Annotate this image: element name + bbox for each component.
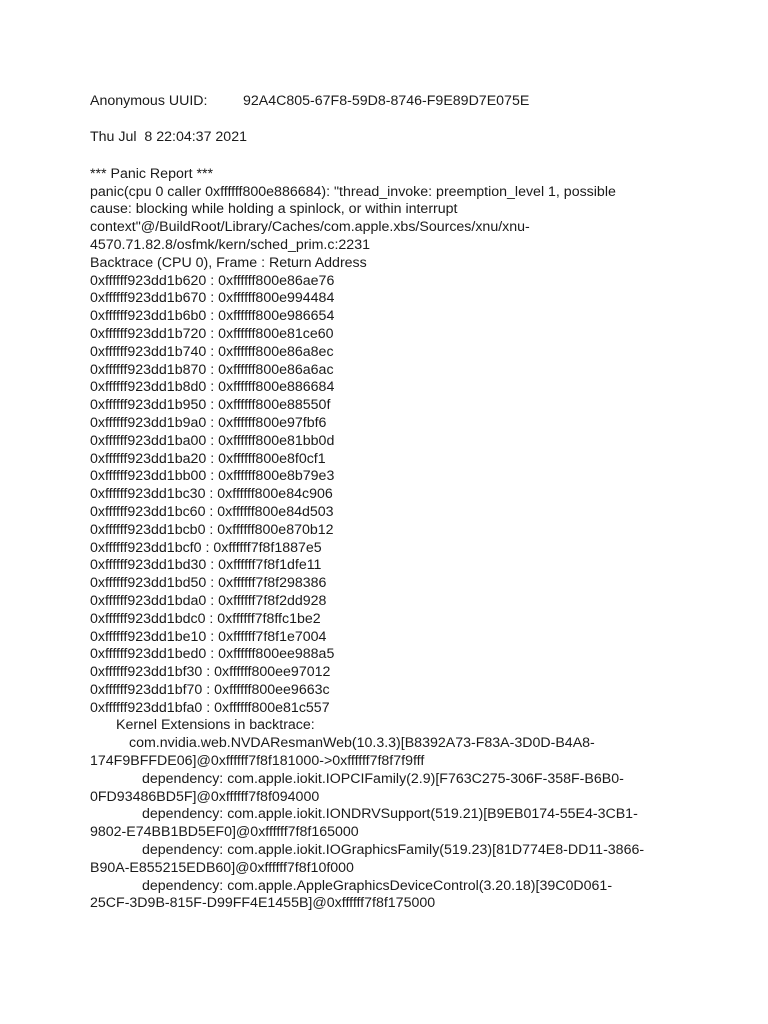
- backtrace-frame: 0xffffff923dd1b620 : 0xffffff800e86ae76: [90, 272, 335, 289]
- backtrace-frame: 0xffffff923dd1bf70 : 0xffffff800ee9663c: [90, 681, 330, 698]
- backtrace-frame: 0xffffff923dd1ba20 : 0xffffff800e8f0cf1: [90, 450, 326, 467]
- backtrace-frame: 0xffffff923dd1be10 : 0xffffff7f8f1e7004: [90, 628, 327, 645]
- backtrace-frame: 0xffffff923dd1b8d0 : 0xffffff800e886684: [90, 379, 335, 396]
- kext-main-line: 174F9BFFDE06]@0xffffff7f8f181000->0xffffff7f8f7f9fff: [90, 753, 425, 770]
- panic-message-line: context"@/BuildRoot/Library/Caches/com.apple.xbs/Sources/xnu/xnu-: [90, 219, 530, 236]
- backtrace-frame: 0xffffff923dd1b950 : 0xffffff800e88550f: [90, 397, 331, 414]
- backtrace-frame: 0xffffff923dd1bfa0 : 0xffffff800e81c557: [90, 699, 330, 716]
- backtrace-frame: 0xffffff923dd1bcf0 : 0xffffff7f8f1887e5: [90, 539, 322, 556]
- backtrace-frame: 0xffffff923dd1bcb0 : 0xffffff800e870b12: [90, 521, 334, 538]
- backtrace-frame: 0xffffff923dd1bda0 : 0xffffff7f8f2dd928: [90, 592, 327, 609]
- backtrace-frame: 0xffffff923dd1b720 : 0xffffff800e81ce60: [90, 325, 334, 342]
- backtrace-frame: 0xffffff923dd1b740 : 0xffffff800e86a8ec: [90, 343, 334, 360]
- kext-dependency-line: dependency: com.apple.AppleGraphicsDeviceControl(3.20.18)[39C0D061-: [142, 877, 613, 894]
- report-date: Thu Jul 8 22:04:37 2021: [90, 129, 247, 146]
- backtrace-frame: 0xffffff923dd1bed0 : 0xffffff800ee988a5: [90, 646, 335, 663]
- kext-dependency-line: dependency: com.apple.iokit.IOPCIFamily(2.9)[F763C275-306F-358F-B6B0-: [142, 770, 624, 787]
- kext-dependency-line: 0FD93486BD5F]@0xffffff7f8f094000: [90, 788, 320, 805]
- backtrace-frame: 0xffffff923dd1b870 : 0xffffff800e86a6ac: [90, 361, 334, 378]
- panic-message-line: cause: blocking while holding a spinlock, or within interrupt: [90, 201, 458, 218]
- backtrace-frames: [90, 273, 690, 718]
- panic-message-line: panic(cpu 0 caller 0xffffff800e886684): "thread_invoke: preemption_level 1, possible: [90, 183, 616, 200]
- panic-message: [90, 184, 690, 255]
- backtrace-frame: 0xffffff923dd1bc30 : 0xffffff800e84c906: [90, 486, 333, 503]
- uuid-label: Anonymous UUID:: [90, 93, 208, 109]
- backtrace-frame: 0xffffff923dd1bd30 : 0xffffff7f8f1dfe11: [90, 557, 322, 574]
- panic-report-title: *** Panic Report ***: [90, 165, 214, 182]
- kext-dependency-line: 9802-E74BB1BD5EF0]@0xffffff7f8f165000: [90, 824, 359, 841]
- kext-main-line: com.nvidia.web.NVDAResmanWeb(10.3.3)[B8392A73-F83A-3D0D-B4A8-: [129, 735, 595, 752]
- backtrace-frame: 0xffffff923dd1bdc0 : 0xffffff7f8ffc1be2: [90, 610, 321, 627]
- backtrace-frame: 0xffffff923dd1b6b0 : 0xffffff800e986654: [90, 308, 335, 325]
- uuid-value: 92A4C805-67F8-59D8-8746-F9E89D7E075E: [243, 93, 530, 109]
- backtrace-frame: 0xffffff923dd1bb00 : 0xffffff800e8b79e3: [90, 468, 335, 485]
- backtrace-header: Backtrace (CPU 0), Frame : Return Address: [90, 254, 367, 271]
- panic-message-line: 4570.71.82.8/osfmk/kern/sched_prim.c:2231: [90, 236, 370, 253]
- kext-header: Kernel Extensions in backtrace:: [116, 717, 315, 734]
- backtrace-frame: 0xffffff923dd1bd50 : 0xffffff7f8f298386: [90, 575, 327, 592]
- kext-dependency-line: dependency: com.apple.iokit.IOGraphicsFamily(519.23)[81D774E8-DD11-3866-: [142, 842, 645, 859]
- backtrace-frame: 0xffffff923dd1ba00 : 0xffffff800e81bb0d: [90, 432, 335, 449]
- backtrace-frame: 0xffffff923dd1bc60 : 0xffffff800e84d503: [90, 503, 334, 520]
- backtrace-frame: 0xffffff923dd1b9a0 : 0xffffff800e97fbf6: [90, 414, 327, 431]
- kext-dependency-line: 25CF-3D9B-815F-D99FF4E1455B]@0xffffff7f8f175000: [90, 895, 436, 912]
- backtrace-frame: 0xffffff923dd1bf30 : 0xffffff800ee97012: [90, 664, 331, 681]
- backtrace-frame: 0xffffff923dd1b670 : 0xffffff800e994484: [90, 290, 335, 307]
- kext-dependencies: [90, 771, 690, 913]
- kext-dependency-line: dependency: com.apple.iokit.IONDRVSupport(519.21)[B9EB0174-55E4-3CB1-: [142, 806, 638, 823]
- uuid-line: [90, 93, 690, 111]
- kext-dependency-line: B90A-E855215EDB60]@0xffffff7f8f10f000: [90, 859, 354, 876]
- panic-report-document: [90, 93, 690, 913]
